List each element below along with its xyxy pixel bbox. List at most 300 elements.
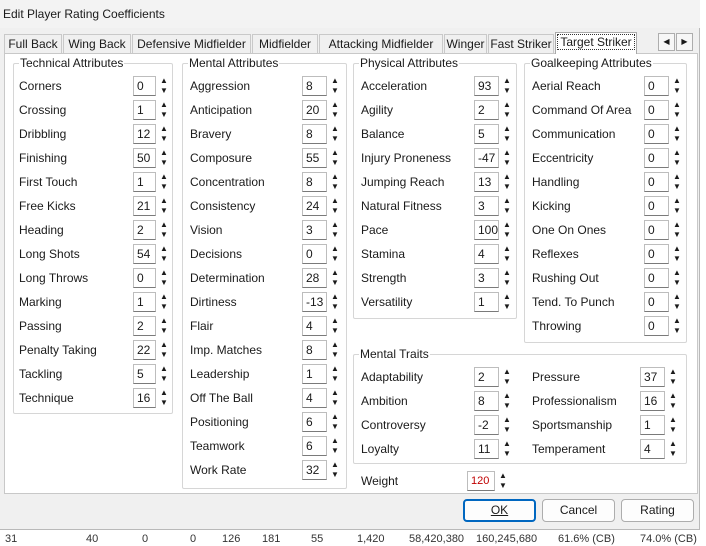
value-spinner[interactable] bbox=[302, 436, 343, 456]
spin-down-icon[interactable]: ▼ bbox=[503, 425, 511, 434]
attribute-row-aggression bbox=[190, 76, 343, 96]
value-spinner[interactable] bbox=[474, 196, 515, 216]
value-input[interactable]: 32 bbox=[302, 460, 327, 480]
value-spinner[interactable] bbox=[474, 367, 515, 387]
spin-up-icon[interactable]: ▲ bbox=[160, 268, 168, 277]
value-input[interactable]: 55 bbox=[302, 148, 327, 168]
attribute-row-decisions bbox=[190, 244, 343, 264]
value-spinner[interactable] bbox=[474, 220, 515, 240]
attribute-row-free-kicks bbox=[19, 196, 172, 216]
attribute-row-leadership bbox=[190, 364, 343, 384]
attribute-label: Crossing bbox=[19, 103, 67, 117]
attribute-label: Corners bbox=[19, 79, 62, 93]
value-spinner[interactable] bbox=[133, 316, 172, 336]
attribute-row-heading bbox=[19, 220, 172, 240]
spin-up-icon[interactable]: ▲ bbox=[331, 196, 339, 205]
value-spinner[interactable] bbox=[640, 367, 681, 387]
value-spinner[interactable] bbox=[302, 316, 343, 336]
table-cell: 126 bbox=[222, 533, 241, 545]
spin-up-icon[interactable]: ▲ bbox=[331, 316, 339, 325]
value-spinner[interactable] bbox=[302, 292, 343, 312]
value-input[interactable]: 12 bbox=[133, 124, 156, 144]
spin-down-icon[interactable]: ▼ bbox=[503, 302, 511, 311]
spin-up-icon[interactable]: ▲ bbox=[503, 367, 511, 376]
tab-midfielder[interactable] bbox=[252, 34, 318, 54]
value-input[interactable]: 4 bbox=[302, 316, 327, 336]
spin-up-icon[interactable]: ▲ bbox=[160, 364, 168, 373]
value-spinner[interactable] bbox=[133, 196, 172, 216]
attribute-row-communication bbox=[532, 124, 685, 144]
value-spinner[interactable] bbox=[644, 292, 685, 312]
value-spinner[interactable] bbox=[133, 172, 172, 192]
value-spinner[interactable] bbox=[302, 124, 343, 144]
value-input[interactable]: 20 bbox=[302, 100, 327, 120]
value-input[interactable]: 6 bbox=[302, 436, 327, 456]
value-input[interactable]: 0 bbox=[644, 100, 669, 120]
tab-defensive-midfielder[interactable] bbox=[132, 34, 251, 54]
spin-down-icon[interactable]: ▼ bbox=[503, 230, 511, 239]
value-input[interactable]: 2 bbox=[133, 220, 156, 240]
value-input[interactable]: 5 bbox=[133, 364, 156, 384]
spin-up-icon[interactable]: ▲ bbox=[503, 292, 511, 301]
value-input[interactable]: 4 bbox=[474, 244, 499, 264]
spin-down-icon[interactable]: ▼ bbox=[160, 374, 168, 383]
spin-up-icon[interactable]: ▲ bbox=[160, 124, 168, 133]
value-input[interactable]: 0 bbox=[644, 268, 669, 288]
title-bar[interactable] bbox=[0, 0, 700, 28]
spin-down-icon[interactable]: ▼ bbox=[160, 278, 168, 287]
attribute-row-strength bbox=[361, 268, 515, 288]
ok-button[interactable] bbox=[463, 499, 536, 522]
value-spinner[interactable] bbox=[133, 292, 172, 312]
spin-down-icon[interactable]: ▼ bbox=[160, 206, 168, 215]
spin-down-icon[interactable]: ▼ bbox=[673, 86, 681, 95]
spin-up-icon[interactable]: ▲ bbox=[331, 364, 339, 373]
tab-scroll-left-icon[interactable]: ◀ bbox=[658, 33, 675, 51]
value-spinner[interactable] bbox=[302, 268, 343, 288]
value-input[interactable]: 1 bbox=[133, 100, 156, 120]
value-input[interactable]: 0 bbox=[644, 76, 669, 96]
attribute-label: One On Ones bbox=[532, 223, 607, 237]
value-input[interactable]: 24 bbox=[302, 196, 327, 216]
tab-full-back[interactable] bbox=[4, 34, 62, 54]
spin-down-icon[interactable]: ▼ bbox=[503, 158, 511, 167]
value-input[interactable]: 2 bbox=[474, 100, 499, 120]
attribute-label: Kicking bbox=[532, 199, 571, 213]
tab-winger[interactable] bbox=[444, 34, 487, 54]
value-input[interactable]: 13 bbox=[474, 172, 499, 192]
value-spinner[interactable] bbox=[474, 391, 515, 411]
spin-up-icon[interactable]: ▲ bbox=[669, 415, 677, 424]
spin-down-icon[interactable]: ▼ bbox=[331, 350, 339, 359]
spin-up-icon[interactable]: ▲ bbox=[331, 100, 339, 109]
spin-up-icon[interactable]: ▲ bbox=[331, 412, 339, 421]
spin-down-icon[interactable]: ▼ bbox=[331, 326, 339, 335]
value-spinner[interactable] bbox=[302, 196, 343, 216]
spin-down-icon[interactable]: ▼ bbox=[503, 134, 511, 143]
value-input[interactable]: 6 bbox=[302, 412, 327, 432]
value-input[interactable]: 37 bbox=[640, 367, 665, 387]
value-spinner[interactable] bbox=[133, 148, 172, 168]
spin-down-icon[interactable]: ▼ bbox=[160, 134, 168, 143]
spin-down-icon[interactable]: ▼ bbox=[503, 86, 511, 95]
spin-down-icon[interactable]: ▼ bbox=[331, 134, 339, 143]
value-spinner[interactable] bbox=[474, 415, 515, 435]
value-spinner[interactable] bbox=[302, 340, 343, 360]
spin-down-icon[interactable]: ▼ bbox=[673, 254, 681, 263]
attribute-row-agility bbox=[361, 100, 515, 120]
value-input[interactable]: 11 bbox=[474, 439, 499, 459]
attribute-label: Adaptability bbox=[361, 370, 424, 384]
value-spinner[interactable] bbox=[640, 391, 681, 411]
spin-down-icon[interactable]: ▼ bbox=[331, 158, 339, 167]
value-spinner[interactable] bbox=[474, 439, 515, 459]
spin-up-icon[interactable]: ▲ bbox=[503, 76, 511, 85]
attribute-label: Composure bbox=[190, 151, 253, 165]
spin-up-icon[interactable]: ▲ bbox=[331, 172, 339, 181]
value-spinner[interactable] bbox=[302, 148, 343, 168]
value-input[interactable]: 2 bbox=[133, 316, 156, 336]
value-input[interactable]: 0 bbox=[644, 316, 669, 336]
spin-up-icon[interactable]: ▲ bbox=[503, 172, 511, 181]
weight-input[interactable]: 120 bbox=[467, 471, 495, 491]
value-input[interactable]: 1 bbox=[302, 364, 327, 384]
weight-label: Weight bbox=[361, 474, 399, 488]
value-spinner[interactable] bbox=[644, 148, 685, 168]
value-input[interactable]: 0 bbox=[133, 268, 156, 288]
table-cell: 0 bbox=[190, 533, 197, 545]
value-input[interactable]: -13 bbox=[302, 292, 327, 312]
value-input[interactable]: 0 bbox=[644, 292, 669, 312]
spin-down-icon[interactable]: ▼ bbox=[160, 326, 168, 335]
attribute-row-long-shots bbox=[19, 244, 172, 264]
spin-down-icon[interactable]: ▼ bbox=[673, 110, 681, 119]
weight-spinner[interactable] bbox=[467, 471, 511, 491]
value-input[interactable]: 8 bbox=[302, 172, 327, 192]
spin-up-icon[interactable]: ▲ bbox=[160, 220, 168, 229]
spin-down-icon[interactable]: ▼ bbox=[669, 425, 677, 434]
spin-up-icon[interactable]: ▲ bbox=[331, 268, 339, 277]
spin-down-icon[interactable]: ▼ bbox=[160, 182, 168, 191]
spin-down-icon[interactable]: ▼ bbox=[503, 254, 511, 263]
spin-up-icon[interactable]: ▲ bbox=[503, 244, 511, 253]
value-spinner[interactable] bbox=[644, 268, 685, 288]
group-title: Mental Attributes bbox=[189, 56, 279, 70]
attribute-row-corners bbox=[19, 76, 172, 96]
value-input[interactable]: 8 bbox=[474, 391, 499, 411]
attribute-label: Acceleration bbox=[361, 79, 428, 93]
attribute-label: Ambition bbox=[361, 394, 408, 408]
value-input[interactable]: 28 bbox=[302, 268, 327, 288]
value-spinner[interactable] bbox=[474, 268, 515, 288]
value-input[interactable]: 54 bbox=[133, 244, 156, 264]
value-input[interactable]: 0 bbox=[302, 244, 327, 264]
spin-up-icon[interactable]: ▲ bbox=[503, 415, 511, 424]
tab-target-striker[interactable] bbox=[555, 32, 637, 54]
spin-down-icon[interactable]: ▼ bbox=[331, 182, 339, 191]
value-input[interactable]: 16 bbox=[133, 388, 156, 408]
spin-down-icon[interactable]: ▼ bbox=[499, 481, 507, 490]
value-spinner[interactable] bbox=[644, 76, 685, 96]
value-input[interactable]: 2 bbox=[474, 367, 499, 387]
spin-down-icon[interactable]: ▼ bbox=[673, 182, 681, 191]
spin-up-icon[interactable]: ▲ bbox=[331, 292, 339, 301]
spin-up-icon[interactable]: ▲ bbox=[160, 148, 168, 157]
attribute-label: Aggression bbox=[190, 79, 251, 93]
value-input[interactable]: -47 bbox=[474, 148, 499, 168]
value-spinner[interactable] bbox=[133, 100, 172, 120]
value-spinner[interactable] bbox=[644, 316, 685, 336]
technical-attributes-group bbox=[13, 56, 173, 414]
spin-down-icon[interactable]: ▼ bbox=[331, 230, 339, 239]
tab-wing-back[interactable] bbox=[63, 34, 131, 54]
value-spinner[interactable] bbox=[133, 388, 172, 408]
spin-down-icon[interactable]: ▼ bbox=[160, 158, 168, 167]
value-input[interactable]: 93 bbox=[474, 76, 499, 96]
value-spinner[interactable] bbox=[474, 100, 515, 120]
spin-down-icon[interactable]: ▼ bbox=[503, 377, 511, 386]
value-input[interactable]: 4 bbox=[640, 439, 665, 459]
spin-down-icon[interactable]: ▼ bbox=[160, 86, 168, 95]
spin-down-icon[interactable]: ▼ bbox=[331, 206, 339, 215]
spin-down-icon[interactable]: ▼ bbox=[673, 230, 681, 239]
value-input[interactable]: 3 bbox=[302, 220, 327, 240]
table-cell: 181 bbox=[262, 533, 281, 545]
spin-up-icon[interactable]: ▲ bbox=[160, 316, 168, 325]
attribute-label: Pace bbox=[361, 223, 389, 237]
spin-down-icon[interactable]: ▼ bbox=[673, 134, 681, 143]
value-input[interactable]: 0 bbox=[644, 148, 669, 168]
value-spinner[interactable] bbox=[302, 220, 343, 240]
value-input[interactable]: 0 bbox=[644, 172, 669, 192]
value-input[interactable]: 1 bbox=[474, 292, 499, 312]
attribute-label: Off The Ball bbox=[190, 391, 253, 405]
value-input[interactable]: 0 bbox=[644, 244, 669, 264]
value-spinner[interactable] bbox=[474, 148, 515, 168]
spin-up-icon[interactable]: ▲ bbox=[160, 172, 168, 181]
attribute-row-penalty-taking bbox=[19, 340, 172, 360]
spin-up-icon[interactable]: ▲ bbox=[331, 436, 339, 445]
spin-down-icon[interactable]: ▼ bbox=[503, 278, 511, 287]
spin-down-icon[interactable]: ▼ bbox=[160, 110, 168, 119]
value-spinner[interactable] bbox=[302, 76, 343, 96]
value-spinner[interactable] bbox=[474, 244, 515, 264]
table-cell: 61.6% (CB) bbox=[558, 533, 615, 545]
value-input[interactable]: 1 bbox=[640, 415, 665, 435]
value-spinner[interactable] bbox=[133, 76, 172, 96]
value-input[interactable]: 0 bbox=[644, 196, 669, 216]
value-spinner[interactable] bbox=[302, 364, 343, 384]
value-spinner[interactable] bbox=[302, 172, 343, 192]
spin-up-icon[interactable]: ▲ bbox=[503, 100, 511, 109]
value-input[interactable]: 0 bbox=[644, 220, 669, 240]
spin-up-icon[interactable]: ▲ bbox=[331, 460, 339, 469]
value-spinner[interactable] bbox=[133, 124, 172, 144]
value-input[interactable]: 50 bbox=[133, 148, 156, 168]
spin-up-icon[interactable]: ▲ bbox=[669, 391, 677, 400]
spin-down-icon[interactable]: ▼ bbox=[669, 449, 677, 458]
spin-up-icon[interactable]: ▲ bbox=[499, 471, 507, 480]
tab-fast-striker[interactable] bbox=[488, 34, 554, 54]
spin-down-icon[interactable]: ▼ bbox=[331, 446, 339, 455]
value-spinner[interactable] bbox=[133, 244, 172, 264]
spin-up-icon[interactable]: ▲ bbox=[673, 220, 681, 229]
value-spinner[interactable] bbox=[133, 220, 172, 240]
value-input[interactable]: 0 bbox=[644, 124, 669, 144]
spin-down-icon[interactable]: ▼ bbox=[673, 326, 681, 335]
spin-down-icon[interactable]: ▼ bbox=[673, 206, 681, 215]
value-input[interactable]: 22 bbox=[133, 340, 156, 360]
value-spinner[interactable] bbox=[644, 220, 685, 240]
value-input[interactable]: 8 bbox=[302, 124, 327, 144]
spin-up-icon[interactable]: ▲ bbox=[673, 292, 681, 301]
value-input[interactable]: 1 bbox=[133, 172, 156, 192]
spin-down-icon[interactable]: ▼ bbox=[331, 302, 339, 311]
spin-up-icon[interactable]: ▲ bbox=[503, 220, 511, 229]
spin-up-icon[interactable]: ▲ bbox=[673, 100, 681, 109]
attribute-label: Anticipation bbox=[190, 103, 253, 117]
spin-up-icon[interactable]: ▲ bbox=[503, 148, 511, 157]
tab-attacking-midfielder[interactable] bbox=[319, 34, 443, 54]
spin-down-icon[interactable]: ▼ bbox=[503, 206, 511, 215]
spin-up-icon[interactable]: ▲ bbox=[160, 244, 168, 253]
group-title: Mental Traits bbox=[360, 347, 429, 361]
spin-up-icon[interactable]: ▲ bbox=[503, 268, 511, 277]
attribute-row-bravery bbox=[190, 124, 343, 144]
value-spinner[interactable] bbox=[474, 292, 515, 312]
spin-up-icon[interactable]: ▲ bbox=[331, 124, 339, 133]
spin-down-icon[interactable]: ▼ bbox=[503, 449, 511, 458]
spin-up-icon[interactable]: ▲ bbox=[669, 439, 677, 448]
spin-down-icon[interactable]: ▼ bbox=[503, 401, 511, 410]
value-input[interactable]: -2 bbox=[474, 415, 499, 435]
value-input[interactable]: 1 bbox=[133, 292, 156, 312]
spin-up-icon[interactable]: ▲ bbox=[160, 100, 168, 109]
value-input[interactable]: 16 bbox=[640, 391, 665, 411]
spin-down-icon[interactable]: ▼ bbox=[331, 398, 339, 407]
value-spinner[interactable] bbox=[644, 100, 685, 120]
spin-down-icon[interactable]: ▼ bbox=[673, 278, 681, 287]
spin-down-icon[interactable]: ▼ bbox=[669, 401, 677, 410]
spin-down-icon[interactable]: ▼ bbox=[331, 278, 339, 287]
spin-up-icon[interactable]: ▲ bbox=[673, 268, 681, 277]
value-input[interactable]: 3 bbox=[474, 268, 499, 288]
spin-up-icon[interactable]: ▲ bbox=[331, 388, 339, 397]
spin-down-icon[interactable]: ▼ bbox=[331, 374, 339, 383]
value-spinner[interactable] bbox=[302, 244, 343, 264]
value-spinner[interactable] bbox=[302, 388, 343, 408]
spin-up-icon[interactable]: ▲ bbox=[669, 367, 677, 376]
spin-up-icon[interactable]: ▲ bbox=[331, 340, 339, 349]
value-spinner[interactable] bbox=[302, 412, 343, 432]
value-spinner[interactable] bbox=[302, 460, 343, 480]
spin-up-icon[interactable]: ▲ bbox=[160, 196, 168, 205]
spin-up-icon[interactable]: ▲ bbox=[503, 439, 511, 448]
spin-up-icon[interactable]: ▲ bbox=[673, 148, 681, 157]
spin-up-icon[interactable]: ▲ bbox=[331, 244, 339, 253]
cancel-button[interactable] bbox=[542, 499, 615, 522]
spin-down-icon[interactable]: ▼ bbox=[160, 254, 168, 263]
spin-up-icon[interactable]: ▲ bbox=[673, 76, 681, 85]
value-spinner[interactable] bbox=[133, 364, 172, 384]
spin-up-icon[interactable]: ▲ bbox=[673, 124, 681, 133]
spin-down-icon[interactable]: ▼ bbox=[331, 254, 339, 263]
spin-up-icon[interactable]: ▲ bbox=[331, 220, 339, 229]
value-input[interactable]: 0 bbox=[133, 76, 156, 96]
spin-up-icon[interactable]: ▲ bbox=[673, 196, 681, 205]
spin-up-icon[interactable]: ▲ bbox=[331, 76, 339, 85]
spin-down-icon[interactable]: ▼ bbox=[331, 470, 339, 479]
value-spinner[interactable] bbox=[644, 124, 685, 144]
value-spinner[interactable] bbox=[133, 340, 172, 360]
spin-up-icon[interactable]: ▲ bbox=[160, 388, 168, 397]
spin-down-icon[interactable]: ▼ bbox=[160, 302, 168, 311]
spin-down-icon[interactable]: ▼ bbox=[669, 377, 677, 386]
attribute-label: Controversy bbox=[361, 418, 426, 432]
spin-down-icon[interactable]: ▼ bbox=[503, 110, 511, 119]
value-spinner[interactable] bbox=[474, 124, 515, 144]
tab-label: Defensive Midfielder bbox=[137, 37, 246, 51]
value-spinner[interactable] bbox=[474, 76, 515, 96]
spin-down-icon[interactable]: ▼ bbox=[331, 86, 339, 95]
spin-up-icon[interactable]: ▲ bbox=[673, 316, 681, 325]
value-input[interactable]: 8 bbox=[302, 340, 327, 360]
attribute-label: Rushing Out bbox=[532, 271, 599, 285]
value-spinner[interactable] bbox=[644, 172, 685, 192]
value-spinner[interactable] bbox=[640, 439, 681, 459]
value-spinner[interactable] bbox=[302, 100, 343, 120]
spin-up-icon[interactable]: ▲ bbox=[160, 292, 168, 301]
tab-scroll-right-icon[interactable]: ▶ bbox=[676, 33, 693, 51]
attribute-row-crossing bbox=[19, 100, 172, 120]
spin-up-icon[interactable]: ▲ bbox=[673, 172, 681, 181]
spin-down-icon[interactable]: ▼ bbox=[160, 350, 168, 359]
spin-up-icon[interactable]: ▲ bbox=[503, 196, 511, 205]
attribute-label: Concentration bbox=[190, 175, 265, 189]
spin-up-icon[interactable]: ▲ bbox=[160, 76, 168, 85]
rating-button[interactable] bbox=[621, 499, 694, 522]
value-input[interactable]: 21 bbox=[133, 196, 156, 216]
value-input[interactable]: 5 bbox=[474, 124, 499, 144]
value-input[interactable]: 4 bbox=[302, 388, 327, 408]
attribute-label: Long Shots bbox=[19, 247, 80, 261]
value-spinner[interactable] bbox=[640, 415, 681, 435]
spin-up-icon[interactable]: ▲ bbox=[160, 340, 168, 349]
value-spinner[interactable] bbox=[133, 268, 172, 288]
attribute-row-tackling bbox=[19, 364, 172, 384]
value-input[interactable]: 3 bbox=[474, 196, 499, 216]
spin-down-icon[interactable]: ▼ bbox=[673, 158, 681, 167]
attribute-row-stamina bbox=[361, 244, 515, 264]
spin-up-icon[interactable]: ▲ bbox=[503, 391, 511, 400]
spin-up-icon[interactable]: ▲ bbox=[331, 148, 339, 157]
value-input[interactable]: 100 bbox=[474, 220, 499, 240]
spin-down-icon[interactable]: ▼ bbox=[503, 182, 511, 191]
spin-down-icon[interactable]: ▼ bbox=[331, 110, 339, 119]
spin-down-icon[interactable]: ▼ bbox=[331, 422, 339, 431]
spin-down-icon[interactable]: ▼ bbox=[160, 230, 168, 239]
value-input[interactable]: 8 bbox=[302, 76, 327, 96]
spin-up-icon[interactable]: ▲ bbox=[673, 244, 681, 253]
value-spinner[interactable] bbox=[644, 244, 685, 264]
attribute-label: Marking bbox=[19, 295, 62, 309]
spin-down-icon[interactable]: ▼ bbox=[160, 398, 168, 407]
value-spinner[interactable] bbox=[644, 196, 685, 216]
spin-up-icon[interactable]: ▲ bbox=[503, 124, 511, 133]
value-spinner[interactable] bbox=[474, 172, 515, 192]
mental-attributes-group bbox=[182, 56, 347, 489]
spin-down-icon[interactable]: ▼ bbox=[673, 302, 681, 311]
